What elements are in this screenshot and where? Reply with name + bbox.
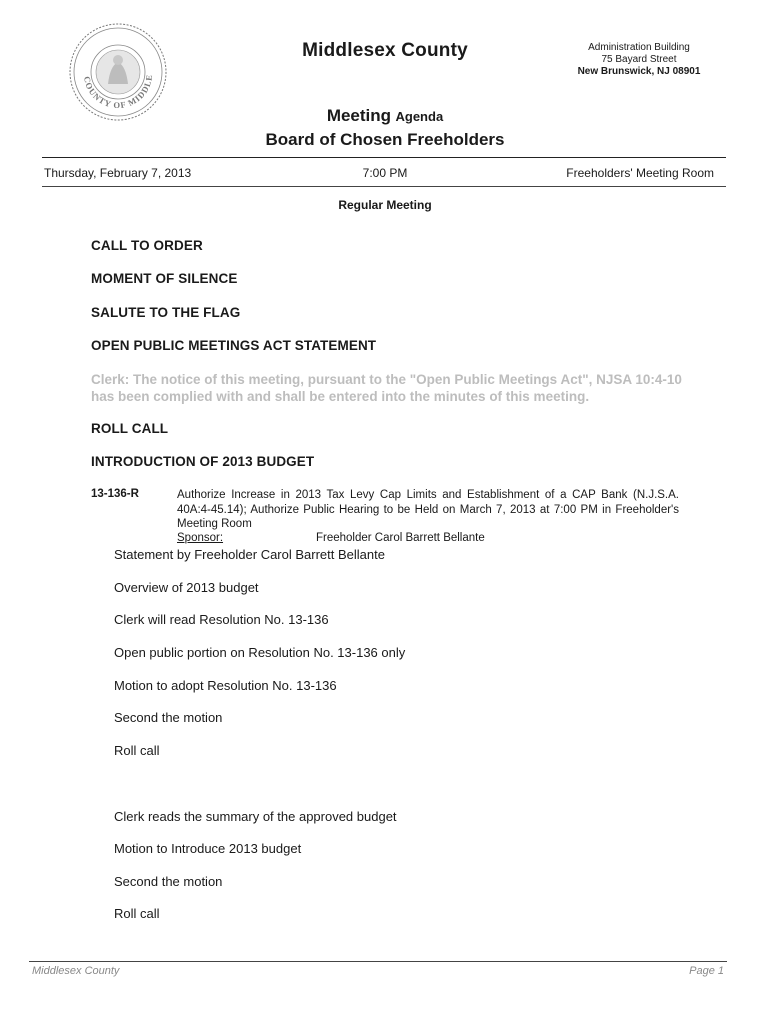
list-item: Second the motion [114,710,223,725]
meeting-time: 7:00 PM [362,166,408,180]
resolution-number: 13-136-R [91,488,139,500]
list-item: Statement by Freeholder Carol Barrett Bellante [114,547,385,562]
list-item: Roll call [114,743,160,758]
section-call-to-order: CALL TO ORDER [91,238,203,253]
list-item: Second the motion [114,874,223,889]
list-item: Roll call [114,906,160,921]
footer-page-number: Page 1 [689,965,724,977]
footer-county: Middlesex County [32,965,120,977]
address-line-1: Administration Building [588,42,690,53]
header-divider [42,157,726,158]
resolution-text: Authorize Increase in 2013 Tax Levy Cap Limits and Establishment of a CAP Bank (N.J.S.A. 40A:4-45.14); Authorize Public Hearing to be Held on March 7, 2013 at 7:00 PM in Freeholder's Meeting Room [177,489,679,530]
meeting-agenda-title [0,106,770,126]
session-type: Regular Meeting [338,198,432,212]
meeting-room: Freeholders' Meeting Room [566,166,714,180]
section-salute-to-flag: SALUTE TO THE FLAG [91,305,241,320]
svg-text:COUNTY OF MIDDLESEX: COUNTY OF MIDDLE [81,73,155,111]
meeting-word: Meeting [326,106,392,125]
meta-divider [42,186,726,187]
county-title: Middlesex County [302,40,468,61]
sponsor-label: Sponsor: [177,532,224,544]
list-item: Motion to adopt Resolution No. 13-136 [114,678,337,693]
address-line-2: 75 Bayard Street [601,54,677,65]
list-item: Open public portion on Resolution No. 13-136 only [114,645,406,660]
board-title: Board of Chosen Freeholders [265,130,505,149]
section-intro-budget: INTRODUCTION OF 2013 BUDGET [91,454,315,469]
section-moment-of-silence: MOMENT OF SILENCE [91,271,238,286]
address-line-3: New Brunswick, NJ 08901 [577,66,701,77]
list-item: Motion to Introduce 2013 budget [114,841,302,856]
list-item: Clerk reads the summary of the approved budget [114,809,397,824]
section-opma-statement: OPEN PUBLIC MEETINGS ACT STATEMENT [91,338,377,353]
resolution-sponsor [177,532,679,544]
section-roll-call: ROLL CALL [91,421,169,436]
list-item: Clerk will read Resolution No. 13-136 [114,612,329,627]
agenda-word: Agenda [395,109,444,124]
sponsor-name: Freeholder Carol Barrett Bellante [316,532,485,544]
list-item: Overview of 2013 budget [114,580,259,595]
meeting-date: Thursday, February 7, 2013 [44,166,192,180]
footer-divider [29,961,727,962]
clerk-statement: Clerk: The notice of this meeting, pursuant to the "Open Public Meetings Act", NJSA 10:4-10 has been complied with and shall be entered into the minutes of this meeting. [91,372,682,404]
